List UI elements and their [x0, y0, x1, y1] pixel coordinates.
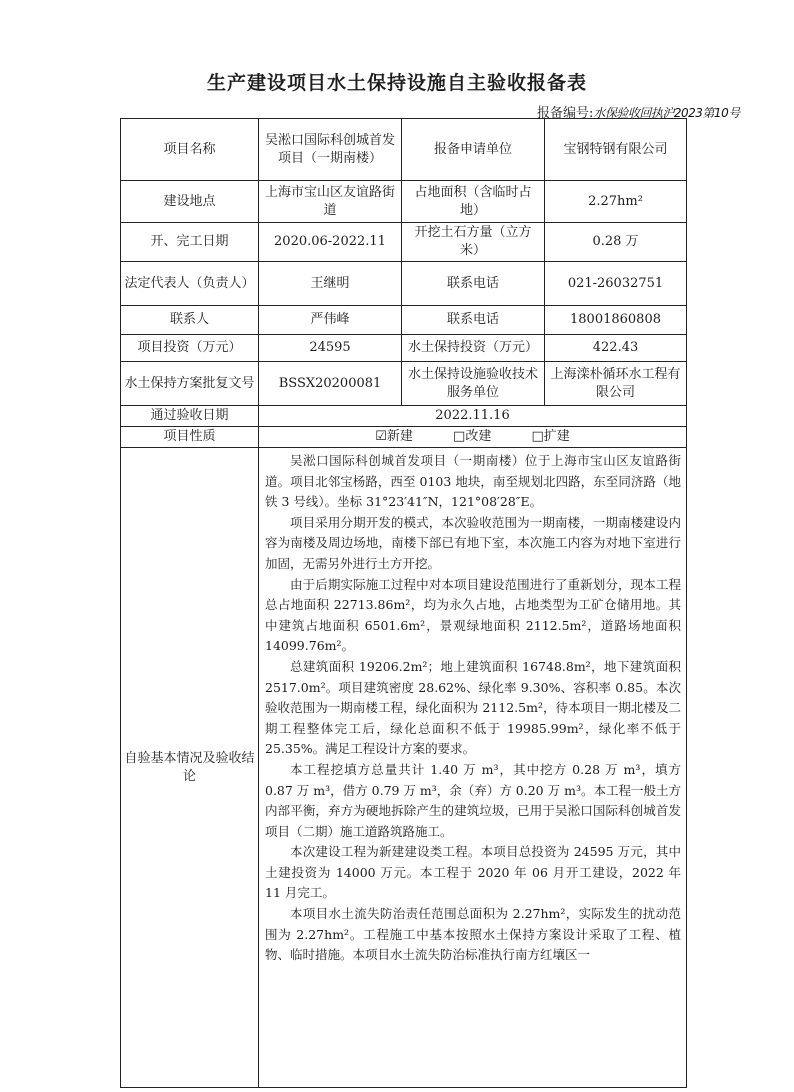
- table-row: [121, 448, 687, 1088]
- field-label: 联系电话: [402, 306, 545, 335]
- field-label: 联系电话: [402, 262, 545, 306]
- option-new-build[interactable]: ☑新建: [375, 429, 413, 444]
- field-value: 2022.11.16: [259, 406, 687, 427]
- report-number-handwritten: 水保验收回执沪2023第10号: [593, 106, 740, 120]
- field-value: 吴淞口国际科创城首发项目（一期南楼）: [259, 119, 402, 181]
- conclusion-paragraph: 总建筑面积 19206.2m²；地上建筑面积 16748.8m²，地下建筑面积 2517.0m²。项目建筑密度 28.62%、绿化率 9.30%、容积率 0.85。本次验收范围为一期南楼工程，绿化面积为 2112.5m²，待本项目一期北楼及二期工程整体完工后，绿化总面积不低于 19985.99m²，绿化率不低于 25.35%。满足工程设计方案的要求。: [265, 658, 681, 757]
- field-label: 开挖土石方量（立方米）: [402, 223, 545, 262]
- table-row: [121, 119, 687, 181]
- table-row: [121, 335, 687, 362]
- field-value: BSSX20200081: [259, 362, 402, 406]
- conclusion-paragraph: 本项目水土流失防治责任范围总面积为 2.27hm²，实际发生的扰动范围为 2.27hm²。工程施工中基本按照水土保持方案设计采取了工程、植物、临时措施。本项目水土流失防治标准执行南方红壤区一: [265, 906, 681, 963]
- field-label: 自验基本情况及验收结论: [121, 448, 259, 1088]
- field-value: 24595: [259, 335, 402, 362]
- field-label: 水土保持设施验收技术服务单位: [402, 362, 545, 406]
- conclusion-paragraph: 吴淞口国际科创城首发项目（一期南楼）位于上海市宝山区友谊路街道。项目北邻宝杨路，西至 0103 地块，南至规划北四路，东至同济路（地铁 3 号线）。坐标 31°23′41″N，121°08′28″E。: [265, 453, 681, 510]
- table-row: [121, 181, 687, 223]
- field-label: 项目名称: [121, 119, 259, 181]
- option-rebuild[interactable]: □改建: [453, 429, 492, 444]
- conclusion-paragraph: 由于后期实际施工过程中对本项目建设范围进行了重新划分，现本工程总占地面积 22713.86m²，均为永久占地，占地类型为工矿仓储用地。其中建筑占地面积 6501.6m²，景观绿地面积 2112.5m²，道路场地面积 14099.76m²。: [265, 576, 681, 654]
- field-value: 422.43: [545, 335, 687, 362]
- conclusion-paragraph: 项目采用分期开发的模式，本次验收范围为一期南楼，一期南楼建设内容为南楼及周边场地，南楼下部已有地下室，本次施工内容为对地下室进行加固，无需另外进行土方开挖。: [265, 514, 681, 571]
- field-label: 占地面积（含临时占地）: [402, 181, 545, 223]
- field-label: 通过验收日期: [121, 406, 259, 427]
- field-label: 项目性质: [121, 427, 259, 448]
- option-expansion[interactable]: □扩建: [531, 429, 570, 444]
- table-row: [121, 223, 687, 262]
- field-label: 联系人: [121, 306, 259, 335]
- table-row: [121, 362, 687, 406]
- field-value: 18001860808: [545, 306, 687, 335]
- field-value: 2020.06-2022.11: [259, 223, 402, 262]
- table-row: [121, 427, 687, 448]
- field-value: 0.28 万: [545, 223, 687, 262]
- field-value: 严伟峰: [259, 306, 402, 335]
- field-label: 报备申请单位: [402, 119, 545, 181]
- conclusion-paragraph: 本工程挖填方总量共计 1.40 万 m³，其中挖方 0.28 万 m³，填方 0.87 万 m³，借方 0.79 万 m³，余（弃）方 0.20 万 m³。本工程一般土方内部平衡，弃方为硬地拆除产生的建筑垃圾，已用于吴淞口国际科创城首发项目（二期）施工道路筑路施工。: [265, 761, 681, 839]
- field-value: 上海滦朴循环水工程有限公司: [545, 362, 687, 406]
- field-label: 法定代表人（负责人）: [121, 262, 259, 306]
- field-label: 水土保持方案批复文号: [121, 362, 259, 406]
- field-label: 水土保持投资（万元）: [402, 335, 545, 362]
- field-label: 开、完工日期: [121, 223, 259, 262]
- conclusion-text: [259, 448, 687, 1088]
- report-number-label: 报备编号:: [537, 106, 594, 121]
- conclusion-paragraph: 本次建设工程为新建建设类工程。本项目总投资为 24595 万元，其中土建投资为 14000 万元。本工程于 2020 年 06 月开工建设，2022 年 11 月完工。: [265, 844, 681, 901]
- field-value: 王继明: [259, 262, 402, 306]
- filing-form-table: [120, 118, 687, 1088]
- field-value: 2.27hm²: [545, 181, 687, 223]
- field-value: 上海市宝山区友谊路街道: [259, 181, 402, 223]
- table-row: [121, 306, 687, 335]
- field-label: 建设地点: [121, 181, 259, 223]
- table-row: [121, 262, 687, 306]
- field-label: 项目投资（万元）: [121, 335, 259, 362]
- table-row: [121, 406, 687, 427]
- field-value: 宝钢特钢有限公司: [545, 119, 687, 181]
- page-title: 生产建设项目水土保持设施自主验收报备表: [206, 72, 587, 94]
- field-value: 021-26032751: [545, 262, 687, 306]
- project-nature-options: [259, 427, 687, 448]
